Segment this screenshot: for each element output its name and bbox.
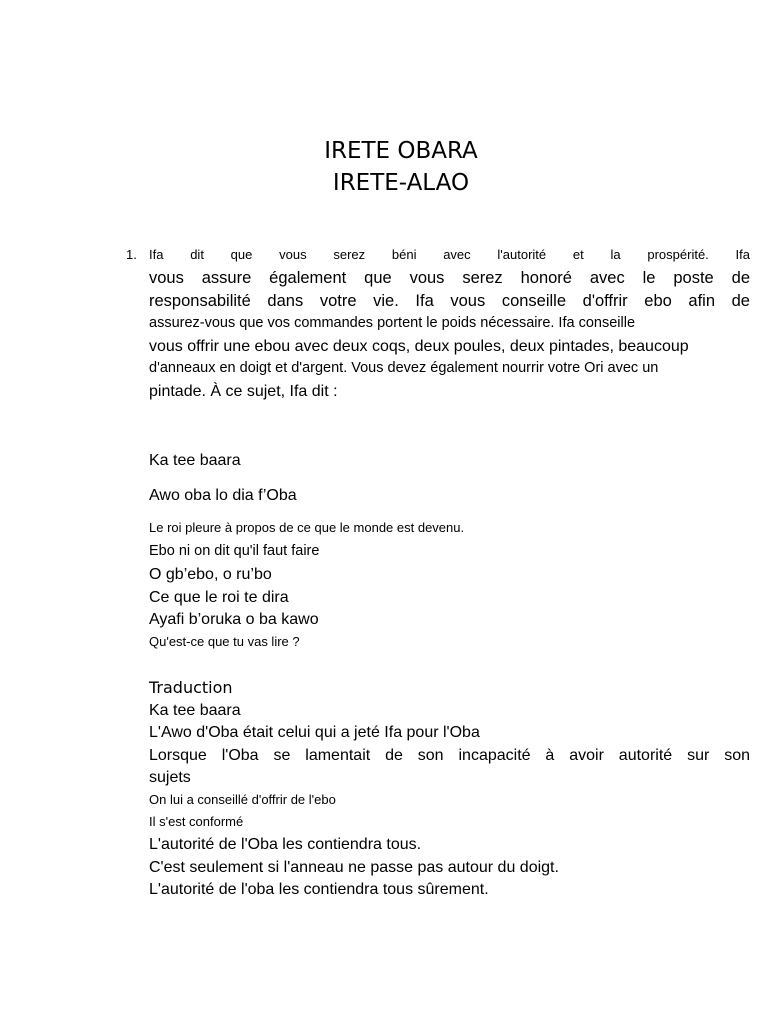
- translation-heading: Traduction: [149, 678, 233, 697]
- verse-line-8: Qu'est-ce que tu vas lire ?: [149, 634, 300, 649]
- translation-line-7: L'autorité de l'Oba les contiendra tous.: [149, 836, 422, 853]
- verse-line-4: Ebo ni on dit qu'il faut faire: [149, 543, 320, 559]
- item-line-7: pintade. À ce sujet, Ifa dit :: [149, 383, 338, 400]
- translation-line-8: C'est seulement si l'anneau ne passe pas autour du doigt.: [149, 859, 559, 876]
- item-line-3: responsabilité dans votre vie. Ifa vous conseille d'offrir ebo afin de: [149, 292, 750, 310]
- translation-line-1: Ka tee baara: [149, 702, 241, 719]
- verse-line-2: Awo oba lo dia f’Oba: [149, 487, 297, 504]
- item-line-4: assurez-vous que vos commandes portent le poids nécessaire. Ifa conseille: [149, 315, 636, 331]
- translation-line-2: L'Awo d'Oba était celui qui a jeté Ifa pour l'Oba: [149, 724, 480, 741]
- item-line-5: vous offrir une ebou avec deux coqs, deux poules, deux pintades, beaucoup: [149, 338, 689, 355]
- list-number: 1.: [126, 247, 137, 262]
- verse-line-7: Ayafi b’oruka o ba kawo: [149, 611, 319, 628]
- translation-line-5: On lui a conseillé d'offrir de l'ebo: [149, 792, 336, 807]
- translation-line-9: L'autorité de l'oba les contiendra tous sûrement.: [149, 881, 489, 898]
- verse-line-5: O gb’ebo, o ru’bo: [149, 566, 272, 583]
- verse-line-3: Le roi pleure à propos de ce que le monde est devenu.: [149, 520, 465, 535]
- translation-line-3: Lorsque l'Oba se lamentait de son incapacité à avoir autorité sur son: [149, 747, 750, 764]
- verse-line-6: Ce que le roi te dira: [149, 589, 289, 606]
- item-line-6: d'anneaux en doigt et d'argent. Vous devez également nourrir votre Ori avec un: [149, 360, 659, 376]
- translation-line-4: sujets: [149, 769, 191, 786]
- title-line-2: IRETE-ALAO: [332, 170, 470, 196]
- item-line-1: Ifa dit que vous serez béni avec l'autorité et la prospérité. Ifa: [149, 247, 750, 262]
- title-line-1: IRETE OBARA: [324, 138, 478, 164]
- item-line-2: vous assure également que vous serez honoré avec le poste de: [149, 269, 750, 287]
- translation-line-6: Il s'est conformé: [149, 814, 244, 829]
- verse-line-1: Ka tee baara: [149, 452, 241, 469]
